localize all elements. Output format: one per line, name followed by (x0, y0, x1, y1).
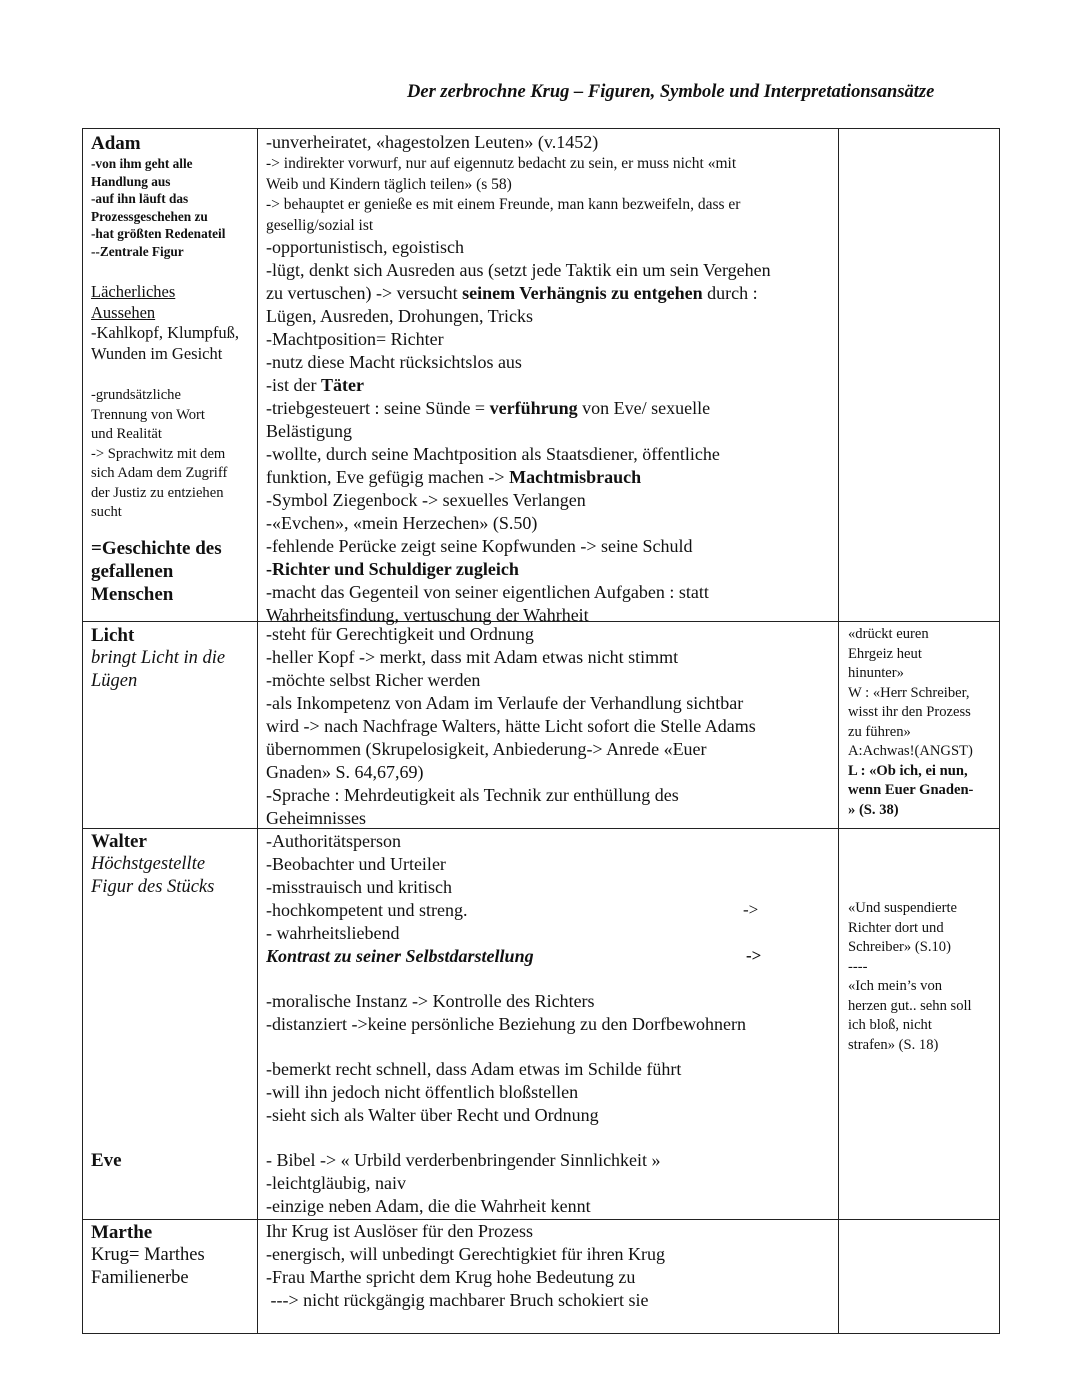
licht-subtitle: bringt Licht in die (91, 648, 226, 668)
walter-quote-line: Richter dort und (848, 919, 944, 936)
adam-summary: =Geschichte des (91, 537, 222, 559)
walter-quote-line: Schreiber» (S.10) (848, 939, 951, 955)
licht-subtitle: Lügen (91, 671, 138, 691)
adam-note: -hat größten Redenateil (91, 226, 226, 241)
adam-note: Prozessgeschehen zu (91, 208, 208, 224)
walter-contrast: Kontrast zu seiner Selbstdarstellung (266, 946, 534, 966)
walter-description-cell (266, 830, 836, 1216)
adam-description-cell (266, 131, 836, 627)
licht-quote-line: wisst ihr den Prozess (848, 704, 971, 720)
adam-desc-line: -> behauptet er genieße es mit einem Freunde, man kann bezweifeln, dass er (266, 196, 741, 213)
eve-desc-line: -leichtgläubig, naiv (266, 1173, 406, 1193)
licht-desc-line: wird -> nach Nachfrage Walters, hätte Licht sofort die Stelle Adams (266, 716, 756, 736)
licht-desc-line: -steht für Gerechtigkeit und Ordnung (266, 624, 534, 644)
adam-looks: -Kahlkopf, Klumpfuß, (91, 323, 240, 342)
adam-desc-line: gesellig/sozial ist (266, 216, 374, 234)
walter-desc-line: -sieht sich als Walter über Recht und Ordnung (266, 1105, 599, 1125)
walter-desc-line: -bemerkt recht schnell, dass Adam etwas im Schilde führt (266, 1059, 682, 1079)
adam-name: Adam (91, 133, 141, 154)
licht-desc-line: -möchte selbst Richer werden (266, 670, 481, 690)
adam-desc-line: -nutz diese Macht rücksichtslos aus (266, 352, 522, 372)
licht-description-cell (266, 623, 836, 830)
marthe-description-cell (266, 1220, 836, 1312)
adam-speech: sucht (91, 504, 122, 520)
marthe-desc-line: ---> nicht rückgängig machbarer Bruch schokiert sie (266, 1290, 649, 1310)
licht-name: Licht (91, 625, 135, 646)
licht-name-cell (91, 624, 255, 693)
marthe-name-cell (91, 1221, 255, 1290)
adam-desc-line: -opportunistisch, egoistisch (266, 237, 464, 257)
marthe-desc-line: Ihr Krug ist Auslöser für den Prozess (266, 1221, 533, 1241)
walter-subtitle: Figur des Stücks (91, 877, 215, 897)
marthe-subtitle: Familienerbe (91, 1268, 189, 1288)
adam-speech: -> Sprachwitz mit dem (91, 445, 226, 462)
eve-desc-line: -einzige neben Adam, die die Wahrheit kennt (266, 1196, 591, 1216)
adam-speech: Trennung von Wort (91, 406, 205, 423)
adam-speech: sich Adam dem Zugriff (91, 465, 228, 481)
walter-desc-line: -moralische Instanz -> Kontrolle des Richters (266, 991, 595, 1011)
marthe-desc-line: -energisch, will unbedingt Gerechtigkiet für ihren Krug (266, 1244, 666, 1264)
adam-note: -von ihm geht alle (91, 156, 193, 171)
adam-speech: der Justiz zu entziehen (91, 484, 224, 501)
adam-desc-line: -unverheiratet, «hagestolzen Leuten» (v.1452) (266, 132, 599, 152)
column-divider-1 (257, 129, 258, 1333)
character-table (82, 128, 1000, 1334)
eve-name: Eve (91, 1150, 122, 1171)
adam-desc-line: Weib und Kindern täglich teilen» (s 58) (266, 175, 512, 193)
walter-name: Walter (91, 831, 147, 852)
adam-desc-line: -fehlende Perücke zeigt seine Kopfwunden -> seine Schuld (266, 536, 693, 556)
adam-summary: Menschen (91, 583, 174, 605)
adam-desc-line: -triebgesteuert : seine Sünde = verführung von Eve/ sexuelle (266, 398, 711, 418)
adam-desc-line: funktion, Eve gefügig machen -> Machtmisbrauch (266, 467, 642, 487)
adam-summary: gefallenen (91, 560, 174, 582)
adam-desc-line: -«Evchen», «mein Herzechen» (S.50) (266, 513, 538, 533)
adam-desc-line: -ist der Täter (266, 375, 364, 395)
adam-speech: -grundsätzliche (91, 387, 181, 403)
walter-desc-line: - wahrheitsliebend (266, 923, 400, 943)
adam-desc-line: -macht das Gegenteil von seiner eigentlichen Aufgaben : statt (266, 582, 709, 602)
licht-quote-line: Ehrgeiz heut (848, 645, 922, 662)
adam-desc-line: Wahrheitsfindung, vertuschung der Wahrheit (266, 605, 589, 625)
licht-desc-line: Gnaden» S. 64,67,69) (266, 762, 424, 782)
licht-desc-line: -heller Kopf -> merkt, dass mit Adam etwas nicht stimmt (266, 647, 679, 667)
adam-desc-line: -Richter und Schuldiger zugleich (266, 559, 519, 579)
walter-desc-line: -will ihn jedoch nicht öffentlich bloßstellen (266, 1082, 579, 1102)
adam-desc-line: -> indirekter vorwurf, nur auf eigennutz bedacht zu sein, er muss nicht «mit (266, 155, 737, 172)
licht-quote-line: W : «Herr Schreiber, (848, 684, 970, 701)
adam-desc-line: Belästigung (266, 421, 352, 441)
marthe-desc-line: -Frau Marthe spricht dem Krug hohe Bedeutung zu (266, 1267, 636, 1287)
adam-looks-heading: Lächerliches (91, 282, 176, 301)
adam-note: Handlung aus (91, 173, 171, 189)
arrow-icon: -> (743, 900, 759, 919)
walter-quote-cell (848, 899, 998, 1055)
walter-desc-line: -misstrauisch und kritisch (266, 877, 452, 897)
eve-desc-line: - Bibel -> « Urbild verderbenbringender Sinnlichkeit » (266, 1150, 661, 1170)
eve-name-cell (91, 1149, 255, 1172)
adam-desc-line: -Machtposition= Richter (266, 329, 444, 349)
walter-quote-line: strafen» (S. 18) (848, 1036, 939, 1053)
marthe-subtitle: Krug= Marthes (91, 1245, 205, 1265)
licht-quote-cell (848, 625, 998, 820)
walter-name-cell (91, 830, 255, 899)
licht-quote-line: A:Achwas!(ANGST) (848, 743, 973, 759)
adam-desc-line: -wollte, durch seine Machtposition als Staatsdiener, öffentliche (266, 444, 720, 464)
walter-quote-line: herzen gut.. sehn soll (848, 997, 972, 1014)
walter-quote-line: «Ich mein’s von (848, 978, 943, 994)
adam-desc-line: zu vertuschen) -> versucht seinem Verhängnis zu entgehen durch : (266, 283, 758, 303)
adam-note: -auf ihn läuft das (91, 191, 189, 206)
licht-desc-line: übernommen (Skrupelosigkeit, Anbiederung-> Anrede «Euer (266, 739, 707, 759)
licht-quote-line: L : «Ob ich, ei nun, (848, 762, 968, 779)
adam-desc-line: -lügt, denkt sich Ausreden aus (setzt jede Taktik ein um sein Vergehen (266, 260, 771, 280)
licht-quote-line: » (S. 38) (848, 801, 899, 818)
walter-desc-line: -Authoritätsperson (266, 831, 401, 851)
document-title: Der zerbrochne Krug – Figuren, Symbole und Interpretationsansätze (407, 82, 935, 102)
walter-subtitle: Höchstgestellte (91, 854, 206, 874)
walter-desc-line: -distanziert ->keine persönliche Beziehung zu den Dorfbewohnern (266, 1014, 746, 1034)
adam-looks-heading: Aussehen (91, 302, 156, 322)
adam-note: --Zentrale Figur (91, 243, 184, 259)
adam-speech: und Realität (91, 426, 162, 442)
adam-desc-line: -Symbol Ziegenbock -> sexuelles Verlangen (266, 490, 586, 510)
arrow-icon: -> (746, 946, 762, 965)
licht-desc-line: -als Inkompetenz von Adam im Verlaufe der Verhandlung sichtbar (266, 693, 744, 713)
licht-quote-line: hinunter» (848, 665, 904, 681)
walter-quote-line: ---- (848, 958, 868, 975)
walter-desc-line: -Beobachter und Urteiler (266, 854, 446, 874)
marthe-name: Marthe (91, 1222, 153, 1243)
adam-looks: Wunden im Gesicht (91, 343, 223, 363)
licht-quote-line: «drückt euren (848, 626, 929, 642)
licht-desc-line: Geheimnisses (266, 808, 366, 828)
column-divider-2 (838, 129, 839, 1333)
licht-quote-line: zu führen» (848, 723, 911, 740)
licht-quote-line: wenn Euer Gnaden- (848, 782, 974, 798)
adam-name-cell (91, 132, 255, 606)
walter-desc-line: -hochkompetent und streng. (266, 900, 468, 920)
walter-quote-line: «Und suspendierte (848, 900, 958, 916)
adam-desc-line: Lügen, Ausreden, Drohungen, Tricks (266, 306, 533, 326)
walter-quote-line: ich bloß, nicht (848, 1017, 932, 1033)
licht-desc-line: -Sprache : Mehrdeutigkeit als Technik zur enthüllung des (266, 785, 679, 805)
